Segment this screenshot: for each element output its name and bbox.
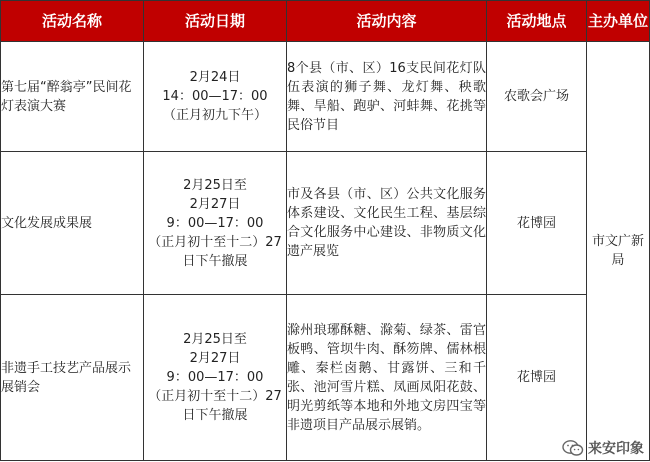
table-row [1, 42, 650, 152]
header-activity-venue: 活动地点 [487, 1, 587, 42]
account-watermark [562, 438, 644, 458]
activity-name-cell: 非遗手工技艺产品展示展销会 [1, 295, 144, 461]
table-row [1, 295, 650, 461]
activity-date-cell: 2月25日至 2月27日 9：00—17：00 （正月初十至十二）27日下午撤展 [144, 295, 287, 461]
activity-venue-cell: 花博园 [487, 152, 587, 295]
activity-name-cell: 文化发展成果展 [1, 152, 144, 295]
activity-name-cell: 第七届“醉翁亭”民间花灯表演大赛 [1, 42, 144, 152]
table-header-row [1, 1, 650, 42]
header-activity-name: 活动名称 [1, 1, 144, 42]
header-organizer: 主办单位 [587, 1, 650, 42]
activity-venue-cell: 花博园 [487, 295, 587, 461]
activity-content-cell: 市及各县（市、区）公共文化服务体系建设、文化民生工程、基层综合文化服务中心建设、非物质文化遗产展览 [287, 152, 487, 295]
activity-date-cell: 2月25日至 2月27日 9：00—17：00 （正月初十至十二）27日下午撤展 [144, 152, 287, 295]
wechat-icon [562, 439, 584, 457]
activity-date-cell: 2月24日 14：00—17：00 （正月初九下午） [144, 42, 287, 152]
header-activity-content: 活动内容 [287, 1, 487, 42]
activity-content-cell: 滁州琅琊酥糖、滁菊、绿茶、雷官板鸭、管坝牛肉、酥笏牌、儒林根雕、秦栏卤鹅、甘露饼、三和千张、池河雪片糕、凤画凤阳花鼓、明光剪纸等本地和外地文房四宝等非遗项目产品展示展销。 [287, 295, 487, 461]
activity-venue-cell: 农歌会广场 [487, 42, 587, 152]
watermark-text: 来安印象 [588, 441, 644, 457]
organizer-cell: 市文广新局 [587, 42, 650, 461]
table-row [1, 152, 650, 295]
header-activity-date: 活动日期 [144, 1, 287, 42]
activity-content-cell: 8个县（市、区）16支民间花灯队伍表演的狮子舞、龙灯舞、秧歌舞、旱船、跑驴、河蚌舞、花挑等民俗节目 [287, 42, 487, 152]
